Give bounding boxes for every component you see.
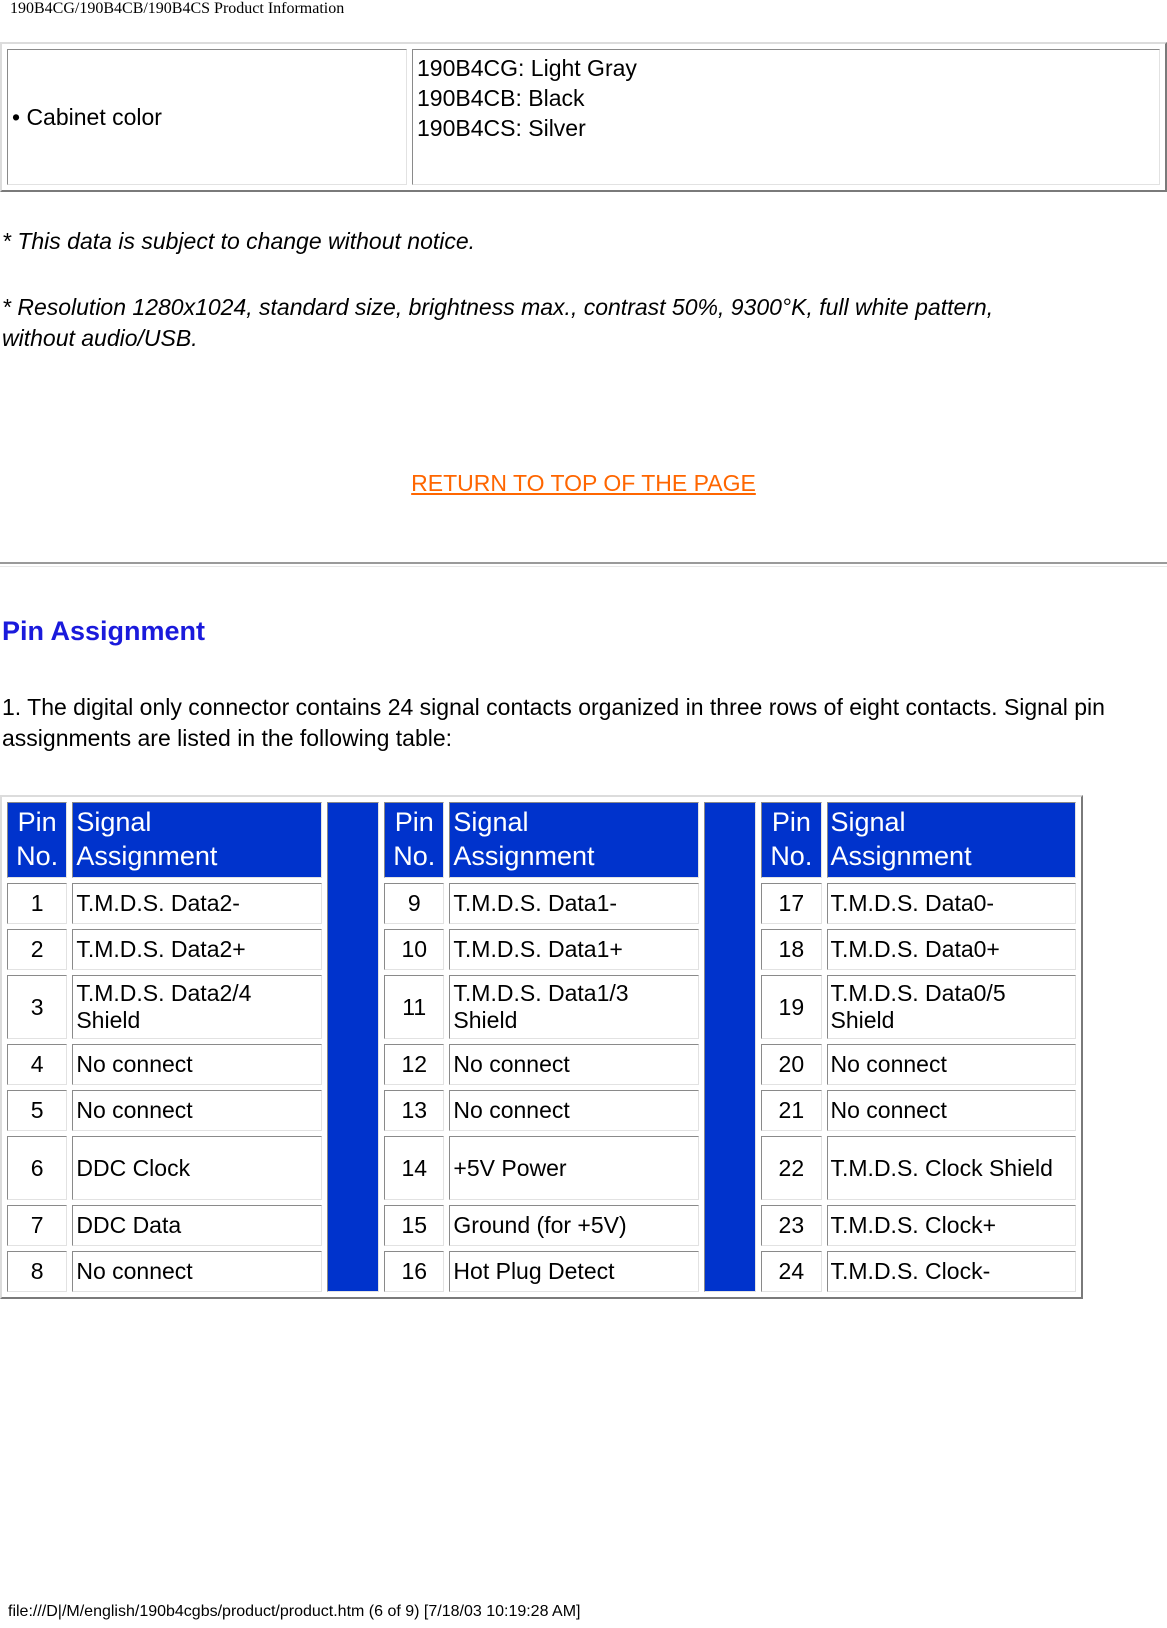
pin-number: 16	[384, 1251, 444, 1292]
pin-number: 19	[761, 975, 821, 1039]
signal-assignment: T.M.D.S. Data2/4 Shield	[72, 975, 321, 1039]
signal-assignment: T.M.D.S. Data0-	[827, 883, 1077, 924]
signal-assignment: No connect	[72, 1044, 321, 1085]
pin-number: 14	[384, 1136, 444, 1200]
table-row	[7, 1090, 1076, 1131]
pin-number: 23	[761, 1205, 821, 1246]
table-header-row	[7, 802, 1076, 878]
pin-number: 8	[7, 1251, 67, 1292]
signal-assignment: Hot Plug Detect	[449, 1251, 698, 1292]
pin-number: 22	[761, 1136, 821, 1200]
header-pin-no: Pin No.	[384, 802, 444, 878]
cabinet-color-table	[0, 42, 1167, 192]
pin-number: 9	[384, 883, 444, 924]
signal-assignment: T.M.D.S. Data1+	[449, 929, 698, 970]
signal-assignment: DDC Clock	[72, 1136, 321, 1200]
signal-assignment: No connect	[449, 1090, 698, 1131]
pin-number: 13	[384, 1090, 444, 1131]
return-to-top-link[interactable]: RETURN TO TOP OF THE PAGE	[411, 470, 756, 496]
signal-assignment: No connect	[72, 1090, 321, 1131]
signal-assignment: No connect	[827, 1090, 1077, 1131]
note-resolution-line: without audio/USB.	[2, 325, 198, 351]
pin-number: 18	[761, 929, 821, 970]
note-resolution-line: * Resolution 1280x1024, standard size, brightness max., contrast 50%, 9300°K, full white pattern,	[2, 294, 994, 320]
pin-number: 6	[7, 1136, 67, 1200]
signal-assignment: Ground (for +5V)	[449, 1205, 698, 1246]
pin-number: 15	[384, 1205, 444, 1246]
pin-number: 20	[761, 1044, 821, 1085]
signal-assignment: No connect	[72, 1251, 321, 1292]
pin-number: 21	[761, 1090, 821, 1131]
table-row	[7, 883, 1076, 924]
signal-assignment: DDC Data	[72, 1205, 321, 1246]
cabinet-color-value: 190B4CG: Light Gray	[417, 55, 637, 81]
section-title: Pin Assignment	[2, 616, 206, 646]
pin-number: 3	[7, 975, 67, 1039]
signal-assignment: No connect	[827, 1044, 1077, 1085]
pin-number: 4	[7, 1044, 67, 1085]
header-signal: Signal Assignment	[72, 802, 321, 878]
note-subject-to-change: * This data is subject to change without notice.	[2, 228, 476, 254]
signal-assignment: T.M.D.S. Data0/5 Shield	[827, 975, 1077, 1039]
signal-assignment: T.M.D.S. Data0+	[827, 929, 1077, 970]
column-separator	[704, 802, 756, 1292]
cabinet-color-value: 190B4CS: Silver	[417, 115, 586, 141]
table-row	[7, 1205, 1076, 1246]
table-row	[7, 1044, 1076, 1085]
table-row	[7, 49, 1160, 185]
print-footer: file:///D|/M/english/190b4cgbs/product/product.htm (6 of 9) [7/18/03 10:19:28 AM]	[8, 1603, 581, 1620]
signal-assignment: T.M.D.S. Data2+	[72, 929, 321, 970]
cabinet-color-values	[412, 49, 1160, 185]
signal-assignment: No connect	[449, 1044, 698, 1085]
pin-number: 24	[761, 1251, 821, 1292]
cabinet-color-label: • Cabinet color	[7, 49, 407, 185]
pin-assignment-table	[0, 795, 1083, 1299]
horizontal-rule	[0, 562, 1167, 567]
pin-number: 10	[384, 929, 444, 970]
table-row	[7, 1251, 1076, 1292]
pin-number: 17	[761, 883, 821, 924]
header-pin-no: Pin No.	[761, 802, 821, 878]
table-row	[7, 975, 1076, 1039]
column-separator	[327, 802, 379, 1292]
pin-number: 5	[7, 1090, 67, 1131]
intro-paragraph: 1. The digital only connector contains 24 signal contacts organized in three rows of eight contacts. Signal pin assignments are listed in the following table:	[2, 694, 1105, 751]
pin-number: 11	[384, 975, 444, 1039]
pin-number: 12	[384, 1044, 444, 1085]
header-pin-no: Pin No.	[7, 802, 67, 878]
header-signal: Signal Assignment	[827, 802, 1077, 878]
note-resolution	[2, 292, 993, 354]
signal-assignment: T.M.D.S. Clock-	[827, 1251, 1077, 1292]
table-row	[7, 1136, 1076, 1200]
signal-assignment: T.M.D.S. Clock Shield	[827, 1136, 1077, 1200]
print-header: 190B4CG/190B4CB/190B4CS Product Information	[10, 0, 345, 17]
signal-assignment: +5V Power	[449, 1136, 698, 1200]
header-signal: Signal Assignment	[449, 802, 698, 878]
cabinet-color-value: 190B4CB: Black	[417, 85, 585, 111]
pin-number: 7	[7, 1205, 67, 1246]
pin-number: 1	[7, 883, 67, 924]
signal-assignment: T.M.D.S. Data1-	[449, 883, 698, 924]
pin-number: 2	[7, 929, 67, 970]
table-row	[7, 929, 1076, 970]
signal-assignment: T.M.D.S. Clock+	[827, 1205, 1077, 1246]
signal-assignment: T.M.D.S. Data1/3 Shield	[449, 975, 698, 1039]
signal-assignment: T.M.D.S. Data2-	[72, 883, 321, 924]
